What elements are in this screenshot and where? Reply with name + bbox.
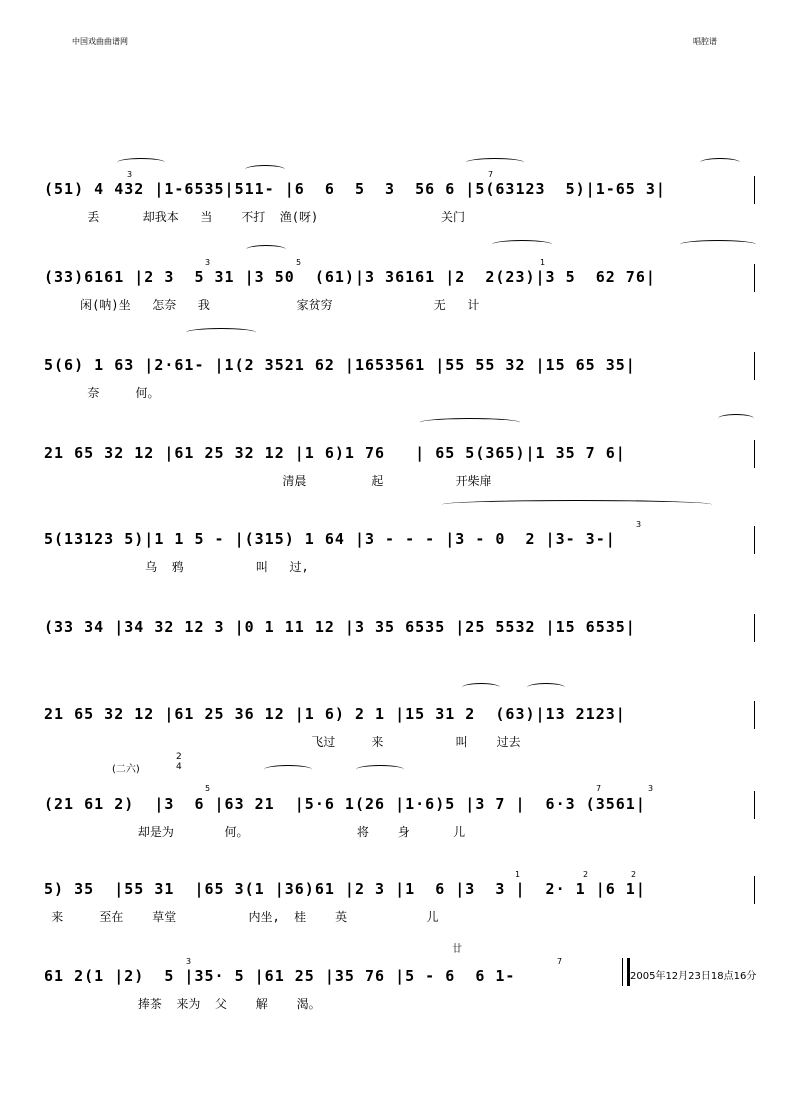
lyrics-line: 丢 却我本 当 不打 渔(呀) 关门 bbox=[44, 210, 465, 224]
notes-line: (33 34 |34 32 12 3 |0 1 11 12 |3 35 6535 |25 5532 |15 6535| bbox=[44, 618, 636, 636]
page-header-right: 唱腔谱 bbox=[693, 37, 717, 46]
lyrics-line: 捧茶 来为 父 解 渴。 bbox=[44, 997, 321, 1011]
notes-line: (33)6161 |2 3 5 31 |3 50 (61)|3 36161 |2 2(23)|3 5 62 76| bbox=[44, 268, 656, 286]
lyrics-line: 飞过 来 叫 过去 bbox=[44, 735, 521, 749]
slur-mark bbox=[420, 418, 520, 427]
grace-note: 2 bbox=[583, 870, 589, 879]
grace-note: 5 bbox=[205, 784, 211, 793]
notes-line: (51) 4 432 |1-6535|511- |6 6 5 3 56 6 |5(63123 5)|1-65 3| bbox=[44, 180, 666, 198]
page-header-left: 中国戏曲曲谱网 bbox=[72, 37, 128, 46]
slur-mark bbox=[264, 765, 312, 774]
notes-line: 21 65 32 12 |61 25 32 12 |1 6)1 76 | 65 5(365)|1 35 7 6| bbox=[44, 444, 626, 462]
bar-line bbox=[754, 791, 755, 819]
notes-line: 21 65 32 12 |61 25 36 12 |1 6) 2 1 |15 31 2 (63)|13 2123| bbox=[44, 705, 626, 723]
slur-mark bbox=[117, 158, 165, 167]
slur-mark bbox=[680, 240, 756, 249]
final-barline bbox=[622, 958, 630, 986]
slur-mark bbox=[442, 500, 712, 509]
lyrics-line: 闲(呐)坐 怎奈 我 家贫穷 无 计 bbox=[44, 298, 480, 312]
grace-note: 3 bbox=[186, 957, 192, 966]
free-tempo-marker: 廿 bbox=[452, 944, 462, 955]
slur-mark bbox=[246, 245, 286, 254]
grace-note: 3 bbox=[636, 520, 642, 529]
time-signature bbox=[176, 752, 182, 772]
notes-line: (21 61 2) |3 6 |63 21 |5·6 1(26 |1·6)5 |3 7 | 6·3 (3561| bbox=[44, 795, 646, 813]
bar-line bbox=[754, 264, 755, 292]
notes-line: 61 2(1 |2) 5 |35· 5 |61 25 |35 76 |5 - 6 6 1- bbox=[44, 967, 516, 985]
bar-line bbox=[754, 526, 755, 554]
footer-timestamp: 2005年12月23日18点16分 bbox=[630, 971, 757, 982]
slur-mark bbox=[462, 683, 500, 692]
grace-note: 3 bbox=[648, 784, 654, 793]
grace-note: 3 bbox=[127, 170, 133, 179]
grace-note: 7 bbox=[596, 784, 602, 793]
notes-line: 5(13123 5)|1 1 5 - |(315) 1 64 |3 - - - |3 - 0 2 |3- 3-| bbox=[44, 530, 616, 548]
lyrics-line: 却是为 何。 将 身 儿 bbox=[44, 825, 466, 839]
grace-note: 1 bbox=[540, 258, 546, 267]
bar-line bbox=[754, 614, 755, 642]
slur-mark bbox=[700, 158, 740, 167]
slur-mark bbox=[245, 165, 285, 174]
grace-note: 2 bbox=[631, 870, 637, 879]
lyrics-line: 奈 何。 bbox=[44, 386, 160, 400]
bar-line bbox=[754, 876, 755, 904]
bar-line bbox=[754, 701, 755, 729]
notes-line: 5) 35 |55 31 |65 3(1 |36)61 |2 3 |1 6 |3 3 | 2· 1 |6 1| bbox=[44, 880, 646, 898]
grace-note: 1 bbox=[515, 870, 521, 879]
time-signature-top: 2 bbox=[176, 752, 182, 762]
bar-line bbox=[754, 176, 755, 204]
grace-note: 7 bbox=[488, 170, 494, 179]
slur-mark bbox=[466, 158, 524, 167]
slur-mark bbox=[718, 414, 754, 423]
lyrics-line: 来 至在 草堂 内坐, 桂 英 儿 bbox=[44, 910, 439, 924]
grace-note: 3 bbox=[205, 258, 211, 267]
slur-mark bbox=[527, 683, 565, 692]
lyrics-line: 乌 鸦 叫 过, bbox=[44, 560, 309, 574]
notes-line: 5(6) 1 63 |2·61- |1(2 3521 62 |1653561 |55 55 32 |15 65 35| bbox=[44, 356, 636, 374]
section-marker: (二六) bbox=[112, 764, 140, 775]
slur-mark bbox=[356, 765, 404, 774]
lyrics-line: 清晨 起 开柴扉 bbox=[44, 474, 492, 488]
bar-line bbox=[754, 440, 755, 468]
time-signature-bottom: 4 bbox=[176, 762, 182, 772]
grace-note: 7 bbox=[557, 957, 563, 966]
grace-note: 5 bbox=[296, 258, 302, 267]
bar-line bbox=[754, 352, 755, 380]
slur-mark bbox=[492, 240, 552, 249]
slur-mark bbox=[186, 328, 256, 337]
